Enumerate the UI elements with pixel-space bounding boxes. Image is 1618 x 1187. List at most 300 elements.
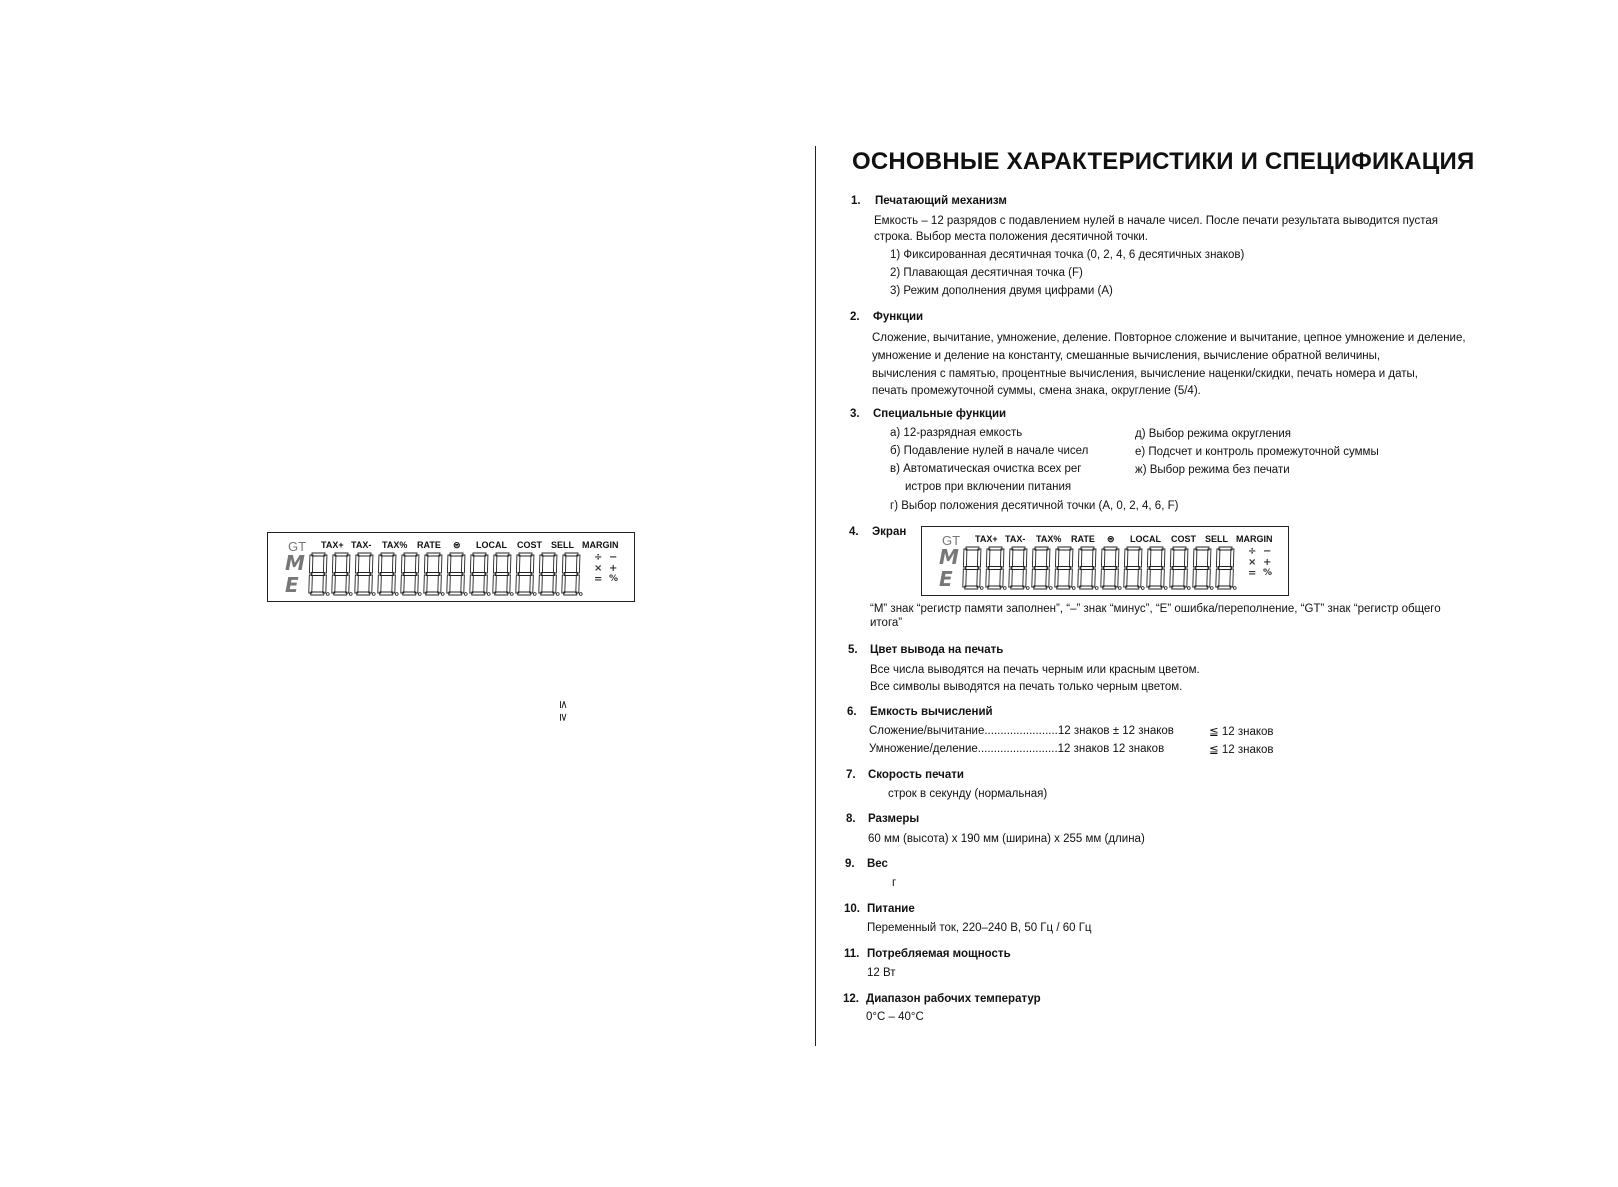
lcd-segment [447,575,451,593]
s5-line: Все числа выводятся на печать черным или красным цветом. [870,664,1200,676]
s6-row-main: Сложение/вычитание.......................12 знаков ± 12 знаков [869,725,1174,737]
lcd-segment [403,592,416,595]
lcd-segment [1080,567,1093,570]
lcd-segment [392,555,396,573]
lcd-segment [1195,567,1208,570]
lcd-digit [493,553,515,595]
lcd-segment [1216,549,1220,567]
lcd-segment [541,573,554,576]
lcd-segment [1184,549,1188,567]
lcd-segment [311,592,324,595]
s3-left-item: истров при включении питания [905,481,1072,493]
lcd-digit [562,553,584,595]
lcd-indicator-sell: SELL [1205,534,1229,544]
lcd-segment [369,555,373,573]
s10-heading: Питание [867,903,915,915]
lcd-segment [1057,586,1070,589]
lcd-segment [977,549,981,567]
lcd-digit [1147,547,1169,589]
s1-list-item: 3) Режим дополнения двумя цифрами (A) [890,285,1113,297]
lcd-digit [516,553,538,595]
lcd-segment [518,573,531,576]
s5-number: 5. [848,644,858,656]
lcd-multiply-symbol: × [594,563,603,574]
lcd-segment [1150,547,1163,550]
lcd-segment [346,555,350,573]
lcd-segment [470,575,474,593]
lcd-decimal-point [372,593,375,596]
lcd-error-indicator: E [939,567,953,591]
lcd-digit [355,553,377,595]
lcd-segment [564,592,577,595]
lcd-segment [1101,549,1105,567]
lcd-segment [323,555,327,573]
lcd-percent-symbol: % [1263,568,1273,578]
lcd-segment [1034,586,1047,589]
lcd-indicator-cost: COST [517,540,543,550]
lcd-digit [986,547,1008,589]
lcd-segment [1104,547,1117,550]
s6-number: 6. [847,706,857,718]
lcd-segment [1124,549,1128,567]
s8-heading: Размеры [868,813,920,825]
lcd-segment [438,555,442,573]
lcd-segment [576,575,580,593]
lcd-segment [309,555,313,573]
lcd-memory-indicator: M [285,551,305,575]
lcd-decimal-point [441,593,444,596]
lcd-segment [401,555,405,573]
lcd-segment [1009,569,1013,587]
lcd-segment [1216,569,1220,587]
lcd-segment [519,553,532,556]
s9-text: г [892,877,897,889]
s9-heading: Вес [867,858,888,870]
s9-number: 9. [845,858,855,870]
lcd-segment [496,553,509,556]
s1-number: 1. [851,195,861,207]
lcd-segment [1103,586,1116,589]
lcd-indicator-rate: RATE [417,540,441,550]
lcd-segment [312,553,325,556]
s2-number: 2. [850,311,860,323]
lcd-segment [1034,567,1047,570]
lcd-decimal-point [1118,587,1121,590]
s3-right-item: е) Подсчет и контроль промежуточной суммы [1135,446,1379,458]
s7-text: строк в секунду (нормальная) [888,788,1048,800]
s1-paragraph-line: Емкость – 12 разрядов с подавлением нулей в начале чисел. После печати результата выводится пустая [874,215,1439,227]
lcd-decimal-point [1187,587,1190,590]
lcd-segment [1092,569,1096,587]
lcd-segment [484,555,488,573]
lcd-segment [562,575,566,593]
lcd-segment [1035,547,1048,550]
lcd-digit [424,553,446,595]
lcd-indicator-print-icon: ⊜ [1107,534,1115,544]
s4-number: 4. [849,526,859,538]
s4-heading: Экран [872,526,907,538]
s11-text: 12 Вт [867,967,896,979]
lcd-decimal-point [980,587,983,590]
lcd-decimal-point [510,593,513,596]
lcd-decimal-point [533,593,536,596]
lcd-segment [1149,567,1162,570]
lcd-segment [1124,569,1128,587]
lcd-segment [553,575,557,593]
lcd-segment [1078,569,1082,587]
lcd-segment [1103,567,1116,570]
lcd-segment [426,573,439,576]
lcd-segment [473,553,486,556]
lcd-segment [358,553,371,556]
lcd-segment [1138,549,1142,567]
s10-text: Переменный ток, 220–240 В, 50 Гц / 60 Гц [867,922,1092,934]
lcd-segment [357,592,370,595]
s5-heading: Цвет вывода на печать [870,644,1004,656]
s6-row-limit: ≦ 12 знаков [1209,744,1274,756]
lcd-segment [989,547,1002,550]
lcd-segment [392,575,396,593]
s4-note-line: итога” [870,617,903,629]
s3-left-item: г) Выбор положения десятичной точки (A, 0, 2, 4, 6, F) [890,500,1179,512]
lcd-segment [1161,569,1165,587]
lcd-segment [1081,547,1094,550]
lcd-decimal-point [395,593,398,596]
lcd-segment [1193,549,1197,567]
lcd-segment [576,555,580,573]
lcd-segment [1032,549,1036,567]
lcd-decimal-point [418,593,421,596]
s1-heading: Печатающий механизм [875,195,1007,207]
lcd-segment [1011,567,1024,570]
lcd-segment [378,575,382,593]
lcd-digit [963,547,985,589]
lcd-segment [1046,569,1050,587]
lcd-segment [1115,569,1119,587]
lcd-segment [1057,567,1070,570]
s3-heading: Специальные функции [873,408,1007,420]
lcd-digit [309,553,331,595]
lcd-indicator-sell: SELL [551,540,575,550]
lcd-segment [539,575,543,593]
lcd-equals-symbol: = [1248,568,1257,579]
lcd-segment [1207,569,1211,587]
lcd-segment [493,555,497,573]
vertical-symbols: ≤ ≥ [557,700,570,722]
s2-heading: Функции [873,311,924,323]
lcd-segment [493,575,497,593]
lcd-segment [495,592,508,595]
s6-heading: Емкость вычислений [870,706,993,718]
lcd-decimal-point [1026,587,1029,590]
lcd-digit-row [306,551,584,597]
lcd-segment [1000,549,1004,567]
lcd-indicator-tax-plus: TAX+ [975,534,998,544]
s2-line: вычисления с памятью, процентные вычисления, вычисление наценки/скидки, печать номера и даты, [872,368,1418,380]
lcd-segment [516,575,520,593]
lcd-segment [988,586,1001,589]
lcd-segment [1069,549,1073,567]
lcd-segment [1172,567,1185,570]
lcd-decimal-point [1141,587,1144,590]
lcd-segment [553,555,557,573]
lcd-segment [507,555,511,573]
lcd-segment [1058,547,1071,550]
lcd-segment [1147,569,1151,587]
s11-heading: Потребляемая мощность [867,948,1011,960]
lcd-segment [323,575,327,593]
lcd-digit [1193,547,1215,589]
lcd-decimal-point [556,593,559,596]
lcd-segment [335,553,348,556]
s5-line: Все символы выводятся на печать только черным цветом. [870,681,1183,693]
lcd-indicator-cost: COST [1171,534,1197,544]
lcd-segment [1127,547,1140,550]
lcd-minus-symbol: − [609,552,618,563]
lcd-decimal-point [487,593,490,596]
lcd-segment [484,575,488,593]
lcd-digit [470,553,492,595]
lcd-digit [378,553,400,595]
lcd-digit [1055,547,1077,589]
lcd-digit [401,553,423,595]
lcd-indicator-local: LOCAL [476,540,507,550]
s6-row-main: Умножение/деление.........................12 знаков 12 знаков [869,743,1165,755]
lcd-indicator-tax-minus: TAX- [1005,534,1026,544]
lcd-percent-symbol: % [609,574,619,584]
s6-row-limit: ≦ 12 знаков [1209,726,1274,738]
lcd-segment [378,555,382,573]
lcd-segment [507,575,511,593]
lcd-segment [355,575,359,593]
lcd-segment [1046,549,1050,567]
lcd-segment [332,555,336,573]
lcd-decimal-point [349,593,352,596]
lcd-digit [1101,547,1123,589]
lcd-segment [1000,569,1004,587]
lcd-segment [450,553,463,556]
lcd-segment [404,553,417,556]
lcd-segment [1172,586,1185,589]
s10-number: 10. [844,903,860,915]
lcd-segment [977,569,981,587]
lcd-segment [565,553,578,556]
s3-number: 3. [850,408,860,420]
lcd-digit [1124,547,1146,589]
lcd-segment [403,573,416,576]
lcd-segment [1009,549,1013,567]
lcd-display-left [267,532,635,602]
lcd-segment [1069,569,1073,587]
s12-text: 0°C – 40°C [866,1011,924,1023]
page-divider [815,146,816,1046]
lcd-segment [965,586,978,589]
lcd-segment [461,575,465,593]
lcd-segment [461,555,465,573]
lcd-segment [415,575,419,593]
lcd-digit [1216,547,1238,589]
lcd-error-indicator: E [285,573,299,597]
lcd-segment [427,553,440,556]
lcd-segment [381,553,394,556]
s3-left-item: в) Автоматическая очистка всех рег [890,463,1082,475]
lcd-decimal-point [1095,587,1098,590]
lcd-segment [424,575,428,593]
lcd-segment [1055,549,1059,567]
lcd-segment [963,569,967,587]
lcd-digit [1032,547,1054,589]
lcd-segment [518,592,531,595]
lcd-segment [1219,547,1232,550]
lcd-segment [1012,547,1025,550]
lcd-segment [1023,549,1027,567]
lcd-segment [1218,567,1231,570]
lcd-digit [1170,547,1192,589]
lcd-equals-symbol: = [594,574,603,585]
s3-left-item: а) 12-разрядная емкость [890,427,1023,439]
lcd-segment [334,592,347,595]
lcd-digit [1009,547,1031,589]
lcd-indicator-margin: MARGIN [582,540,619,550]
lcd-segment [1230,549,1234,567]
s4-note-line: “M” знак “регистр памяти заполнен”, “–” знак “минус”, “E” ошибка/переполнение, “GT” знак “регистр общего [870,603,1441,615]
lcd-segment [472,592,485,595]
lcd-indicator-rate: RATE [1071,534,1095,544]
lcd-segment [401,575,405,593]
s7-number: 7. [846,769,856,781]
lcd-segment [415,555,419,573]
lcd-multiply-symbol: × [1248,557,1257,568]
lcd-segment [1115,549,1119,567]
lcd-segment [963,549,967,567]
lcd-decimal-point [579,593,582,596]
lcd-minus-symbol: − [1263,546,1272,557]
lcd-segment [357,573,370,576]
lcd-segment [530,555,534,573]
lcd-segment [1080,586,1093,589]
lcd-segment [539,555,543,573]
lcd-segment [424,555,428,573]
lcd-segment [472,573,485,576]
lcd-segment [369,575,373,593]
lcd-decimal-point [326,593,329,596]
lcd-segment [1023,569,1027,587]
lcd-segment [1196,547,1209,550]
lcd-segment [1032,569,1036,587]
lcd-memory-indicator: M [939,545,959,569]
s11-number: 11. [844,948,860,960]
lcd-segment [380,573,393,576]
lcd-decimal-point [1210,587,1213,590]
lcd-segment [438,575,442,593]
s8-text: 60 мм (высота) x 190 мм (ширина) x 255 мм (длина) [868,833,1145,845]
lcd-digit [539,553,561,595]
lcd-decimal-point [1233,587,1236,590]
lcd-segment [449,573,462,576]
s12-number: 12. [843,993,859,1005]
lcd-segment [1184,569,1188,587]
s3-right-item: ж) Выбор режима без печати [1135,464,1290,476]
lcd-segment [1173,547,1186,550]
s1-list-item: 2) Плавающая десятичная точка (F) [890,267,1083,279]
lcd-segment [311,573,324,576]
lcd-segment [470,555,474,573]
lcd-segment [447,555,451,573]
s2-line: Сложение, вычитание, умножение, деление. Повторное сложение и вычитание, цепное умножение и деление, [872,332,1466,344]
lcd-segment [1011,586,1024,589]
lcd-digit [1078,547,1100,589]
lcd-indicator-margin: MARGIN [1236,534,1273,544]
s2-line: умножение и деление на константу, смешанные вычисления, вычисление обратной величины, [872,350,1381,362]
s1-paragraph-line: строка. Выбор места положения десятичной точки. [874,231,1148,243]
lcd-segment [1195,586,1208,589]
lcd-segment [1101,569,1105,587]
lcd-indicator-tax-minus: TAX- [351,540,372,550]
lcd-segment [1161,549,1165,567]
lcd-segment [426,592,439,595]
lcd-segment [1147,549,1151,567]
lcd-segment [449,592,462,595]
lcd-segment [1193,569,1197,587]
lcd-divide-symbol: ÷ [594,552,603,563]
lcd-segment [966,547,979,550]
lcd-segment [1149,586,1162,589]
lcd-gt-indicator: GT [942,533,961,548]
lcd-segment [1055,569,1059,587]
lcd-digit-row [960,545,1238,591]
lcd-segment [986,569,990,587]
lcd-gt-indicator: GT [288,539,307,554]
lcd-segment [965,567,978,570]
lcd-segment [495,573,508,576]
s3-left-item: б) Подавление нулей в начале чисел [890,445,1089,457]
lcd-segment [542,553,555,556]
s7-heading: Скорость печати [868,769,964,781]
lcd-segment [355,555,359,573]
s1-list-item: 1) Фиксированная десятичная точка (0, 2, 4, 6 десятичных знаков) [890,249,1245,261]
lcd-indicator-print-icon: ⊜ [453,540,461,550]
lcd-segment [530,575,534,593]
lcd-segment [1138,569,1142,587]
lcd-segment [1092,549,1096,567]
lcd-indicator-tax-percent: TAX% [382,540,408,550]
lcd-segment [986,549,990,567]
lcd-divide-symbol: ÷ [1248,546,1257,557]
lcd-segment [562,555,566,573]
lcd-display-right [921,526,1289,596]
lcd-segment [380,592,393,595]
lcd-plus-symbol: + [1263,557,1272,568]
lcd-segment [332,575,336,593]
lcd-segment [1126,586,1139,589]
lcd-indicator-tax-percent: TAX% [1036,534,1062,544]
s2-line: печать промежуточной суммы, смена знака, округление (5/4). [872,385,1201,397]
lcd-decimal-point [1072,587,1075,590]
lcd-decimal-point [464,593,467,596]
lcd-indicator-tax-plus: TAX+ [321,540,344,550]
s3-right-item: д) Выбор режима округления [1135,428,1292,440]
lcd-segment [1230,569,1234,587]
lcd-decimal-point [1049,587,1052,590]
lcd-segment [1218,586,1231,589]
lcd-segment [1170,569,1174,587]
lcd-segment [309,575,313,593]
lcd-segment [1207,549,1211,567]
lcd-decimal-point [1164,587,1167,590]
lcd-segment [541,592,554,595]
lcd-segment [346,575,350,593]
lcd-segment [564,573,577,576]
